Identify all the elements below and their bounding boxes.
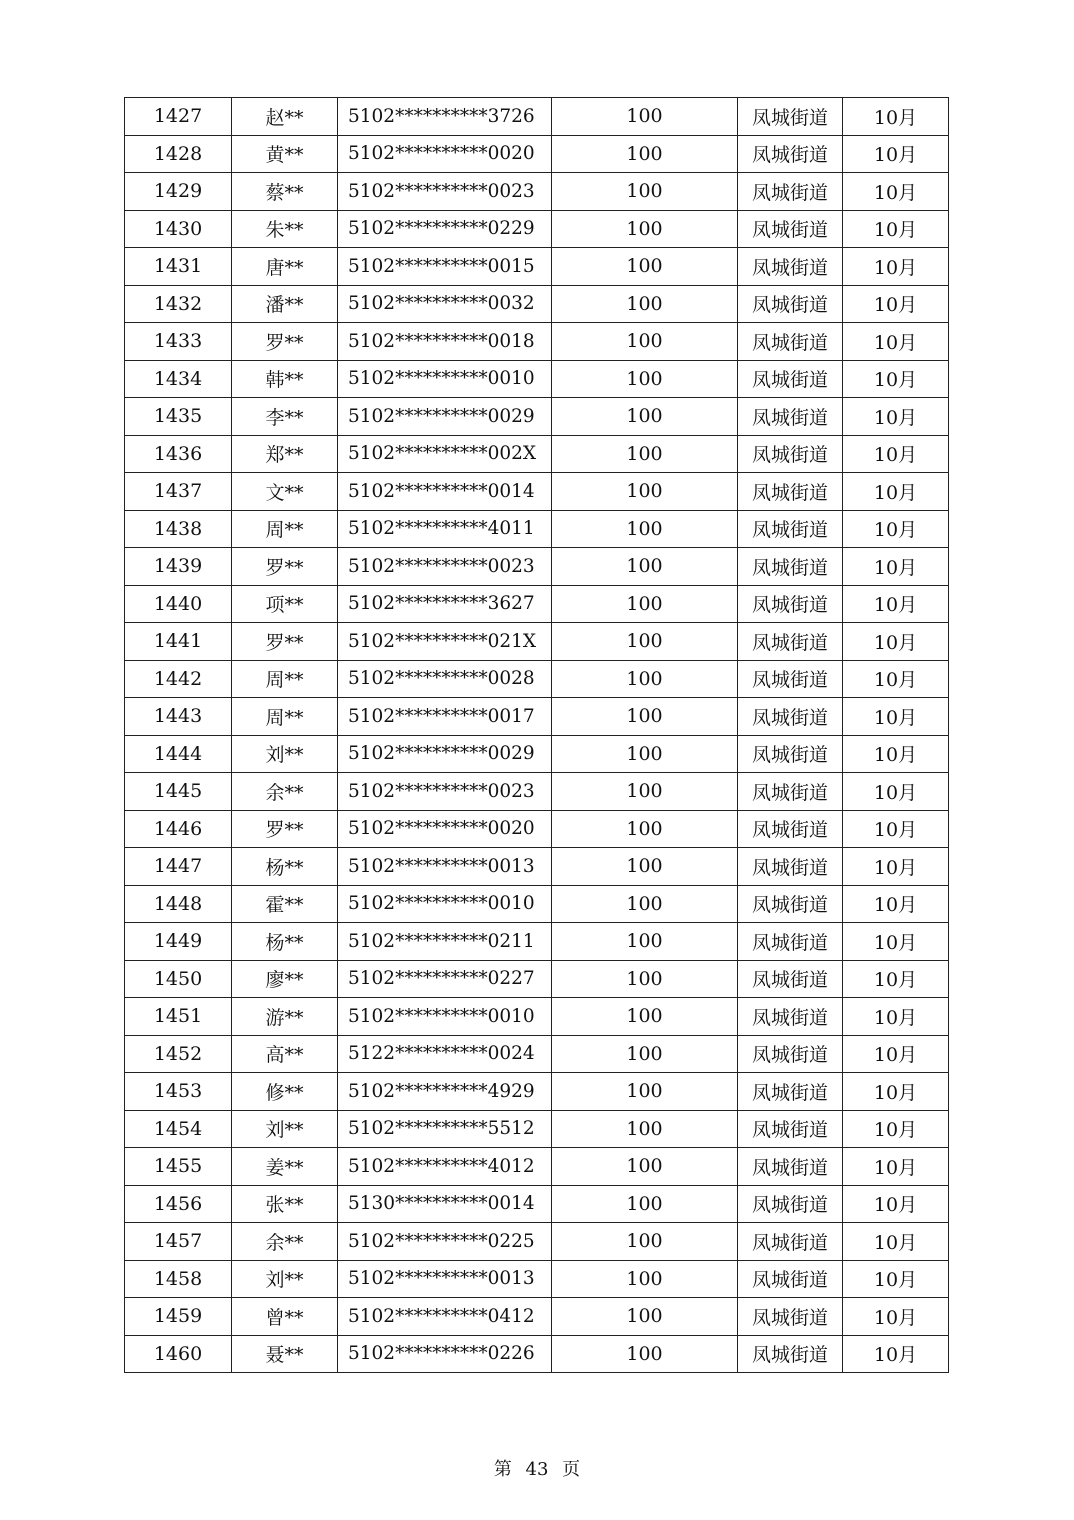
subdistrict-cell: 凤城街道: [738, 210, 843, 248]
table-row: [125, 98, 949, 136]
serial-number-cell: 1450: [125, 960, 232, 998]
amount-cell: 100: [552, 885, 738, 923]
month-cell: 10月: [843, 435, 949, 473]
serial-number-cell: 1427: [125, 98, 232, 136]
month-cell: 10月: [843, 960, 949, 998]
serial-number-cell: 1429: [125, 173, 232, 211]
table-row: [125, 435, 949, 473]
serial-number-cell: 1441: [125, 623, 232, 661]
id-number-cell: 5102**********0010: [338, 998, 552, 1036]
subdistrict-cell: 凤城街道: [738, 1298, 843, 1336]
amount-cell: 100: [552, 548, 738, 586]
name-cell: 项**: [232, 585, 338, 623]
name-cell: 廖**: [232, 960, 338, 998]
table-row: [125, 810, 949, 848]
table-row: [125, 248, 949, 286]
subdistrict-cell: 凤城街道: [738, 1110, 843, 1148]
month-cell: 10月: [843, 660, 949, 698]
id-number-cell: 5102**********0029: [338, 398, 552, 436]
roster-table: [124, 97, 949, 1373]
subdistrict-cell: 凤城街道: [738, 98, 843, 136]
serial-number-cell: 1437: [125, 473, 232, 511]
amount-cell: 100: [552, 398, 738, 436]
subdistrict-cell: 凤城街道: [738, 960, 843, 998]
serial-number-cell: 1449: [125, 923, 232, 961]
serial-number-cell: 1456: [125, 1185, 232, 1223]
id-number-cell: 5102**********0211: [338, 923, 552, 961]
table-row: [125, 323, 949, 361]
table-row: [125, 1260, 949, 1298]
name-cell: 罗**: [232, 623, 338, 661]
month-cell: 10月: [843, 623, 949, 661]
amount-cell: 100: [552, 773, 738, 811]
amount-cell: 100: [552, 98, 738, 136]
amount-cell: 100: [552, 1260, 738, 1298]
serial-number-cell: 1445: [125, 773, 232, 811]
month-cell: 10月: [843, 773, 949, 811]
subdistrict-cell: 凤城街道: [738, 1335, 843, 1373]
month-cell: 10月: [843, 398, 949, 436]
subdistrict-cell: 凤城街道: [738, 998, 843, 1036]
name-cell: 周**: [232, 660, 338, 698]
table-row: [125, 773, 949, 811]
name-cell: 罗**: [232, 323, 338, 361]
id-number-cell: 5102**********0020: [338, 135, 552, 173]
amount-cell: 100: [552, 810, 738, 848]
id-number-cell: 5102**********0018: [338, 323, 552, 361]
name-cell: 周**: [232, 510, 338, 548]
amount-cell: 100: [552, 923, 738, 961]
id-number-cell: 5102**********4012: [338, 1148, 552, 1186]
roster-table-body: [125, 98, 949, 1373]
subdistrict-cell: 凤城街道: [738, 510, 843, 548]
name-cell: 刘**: [232, 1260, 338, 1298]
id-number-cell: 5102**********0014: [338, 473, 552, 511]
amount-cell: 100: [552, 623, 738, 661]
serial-number-cell: 1431: [125, 248, 232, 286]
month-cell: 10月: [843, 698, 949, 736]
subdistrict-cell: 凤城街道: [738, 548, 843, 586]
amount-cell: 100: [552, 248, 738, 286]
table-row: [125, 885, 949, 923]
id-number-cell: 5102**********3726: [338, 98, 552, 136]
subdistrict-cell: 凤城街道: [738, 923, 843, 961]
month-cell: 10月: [843, 923, 949, 961]
serial-number-cell: 1436: [125, 435, 232, 473]
month-cell: 10月: [843, 173, 949, 211]
amount-cell: 100: [552, 473, 738, 511]
table-row: [125, 848, 949, 886]
serial-number-cell: 1459: [125, 1298, 232, 1336]
month-cell: 10月: [843, 360, 949, 398]
table-row: [125, 135, 949, 173]
id-number-cell: 5102**********0010: [338, 360, 552, 398]
table-row: [125, 735, 949, 773]
table-row: [125, 398, 949, 436]
month-cell: 10月: [843, 585, 949, 623]
month-cell: 10月: [843, 1298, 949, 1336]
month-cell: 10月: [843, 848, 949, 886]
amount-cell: 100: [552, 1298, 738, 1336]
amount-cell: 100: [552, 210, 738, 248]
id-number-cell: 5102**********0020: [338, 810, 552, 848]
id-number-cell: 5102**********0017: [338, 698, 552, 736]
month-cell: 10月: [843, 135, 949, 173]
serial-number-cell: 1446: [125, 810, 232, 848]
id-number-cell: 5102**********3627: [338, 585, 552, 623]
id-number-cell: 5102**********0226: [338, 1335, 552, 1373]
name-cell: 文**: [232, 473, 338, 511]
serial-number-cell: 1433: [125, 323, 232, 361]
table-row: [125, 360, 949, 398]
amount-cell: 100: [552, 510, 738, 548]
month-cell: 10月: [843, 248, 949, 286]
table-row: [125, 660, 949, 698]
subdistrict-cell: 凤城街道: [738, 1185, 843, 1223]
id-number-cell: 5102**********0028: [338, 660, 552, 698]
name-cell: 罗**: [232, 548, 338, 586]
id-number-cell: 5102**********0023: [338, 173, 552, 211]
name-cell: 周**: [232, 698, 338, 736]
month-cell: 10月: [843, 1035, 949, 1073]
serial-number-cell: 1439: [125, 548, 232, 586]
month-cell: 10月: [843, 473, 949, 511]
id-number-cell: 5102**********0013: [338, 848, 552, 886]
name-cell: 游**: [232, 998, 338, 1036]
amount-cell: 100: [552, 998, 738, 1036]
table-row: [125, 548, 949, 586]
subdistrict-cell: 凤城街道: [738, 698, 843, 736]
subdistrict-cell: 凤城街道: [738, 1223, 843, 1261]
month-cell: 10月: [843, 210, 949, 248]
serial-number-cell: 1438: [125, 510, 232, 548]
amount-cell: 100: [552, 1110, 738, 1148]
amount-cell: 100: [552, 135, 738, 173]
table-row: [125, 1148, 949, 1186]
subdistrict-cell: 凤城街道: [738, 248, 843, 286]
name-cell: 黄**: [232, 135, 338, 173]
serial-number-cell: 1460: [125, 1335, 232, 1373]
amount-cell: 100: [552, 360, 738, 398]
name-cell: 聂**: [232, 1335, 338, 1373]
month-cell: 10月: [843, 998, 949, 1036]
serial-number-cell: 1442: [125, 660, 232, 698]
name-cell: 修**: [232, 1073, 338, 1111]
id-number-cell: 5102**********0023: [338, 548, 552, 586]
name-cell: 霍**: [232, 885, 338, 923]
amount-cell: 100: [552, 435, 738, 473]
name-cell: 杨**: [232, 923, 338, 961]
table-row: [125, 623, 949, 661]
subdistrict-cell: 凤城街道: [738, 435, 843, 473]
name-cell: 高**: [232, 1035, 338, 1073]
amount-cell: 100: [552, 1035, 738, 1073]
name-cell: 唐**: [232, 248, 338, 286]
month-cell: 10月: [843, 1223, 949, 1261]
month-cell: 10月: [843, 1148, 949, 1186]
serial-number-cell: 1455: [125, 1148, 232, 1186]
serial-number-cell: 1440: [125, 585, 232, 623]
amount-cell: 100: [552, 1185, 738, 1223]
serial-number-cell: 1428: [125, 135, 232, 173]
table-row: [125, 698, 949, 736]
name-cell: 曾**: [232, 1298, 338, 1336]
subdistrict-cell: 凤城街道: [738, 660, 843, 698]
amount-cell: 100: [552, 698, 738, 736]
id-number-cell: 5102**********002X: [338, 435, 552, 473]
table-row: [125, 510, 949, 548]
table-row: [125, 1298, 949, 1336]
subdistrict-cell: 凤城街道: [738, 735, 843, 773]
subdistrict-cell: 凤城街道: [738, 1035, 843, 1073]
table-row: [125, 1185, 949, 1223]
name-cell: 李**: [232, 398, 338, 436]
month-cell: 10月: [843, 510, 949, 548]
amount-cell: 100: [552, 848, 738, 886]
name-cell: 余**: [232, 773, 338, 811]
table-row: [125, 1073, 949, 1111]
subdistrict-cell: 凤城街道: [738, 585, 843, 623]
table-row: [125, 1223, 949, 1261]
subdistrict-cell: 凤城街道: [738, 285, 843, 323]
name-cell: 潘**: [232, 285, 338, 323]
serial-number-cell: 1453: [125, 1073, 232, 1111]
serial-number-cell: 1444: [125, 735, 232, 773]
month-cell: 10月: [843, 1260, 949, 1298]
month-cell: 10月: [843, 323, 949, 361]
subdistrict-cell: 凤城街道: [738, 623, 843, 661]
serial-number-cell: 1448: [125, 885, 232, 923]
month-cell: 10月: [843, 98, 949, 136]
name-cell: 罗**: [232, 810, 338, 848]
amount-cell: 100: [552, 960, 738, 998]
table-row: [125, 210, 949, 248]
amount-cell: 100: [552, 173, 738, 211]
amount-cell: 100: [552, 660, 738, 698]
table-row: [125, 285, 949, 323]
amount-cell: 100: [552, 1335, 738, 1373]
id-number-cell: 5102**********0015: [338, 248, 552, 286]
id-number-cell: 5102**********0229: [338, 210, 552, 248]
subdistrict-cell: 凤城街道: [738, 773, 843, 811]
name-cell: 刘**: [232, 1110, 338, 1148]
serial-number-cell: 1452: [125, 1035, 232, 1073]
table-row: [125, 923, 949, 961]
id-number-cell: 5130**********0014: [338, 1185, 552, 1223]
subdistrict-cell: 凤城街道: [738, 1148, 843, 1186]
id-number-cell: 5122**********0024: [338, 1035, 552, 1073]
serial-number-cell: 1457: [125, 1223, 232, 1261]
subdistrict-cell: 凤城街道: [738, 135, 843, 173]
table-row: [125, 473, 949, 511]
amount-cell: 100: [552, 1148, 738, 1186]
subdistrict-cell: 凤城街道: [738, 360, 843, 398]
subdistrict-cell: 凤城街道: [738, 473, 843, 511]
name-cell: 赵**: [232, 98, 338, 136]
name-cell: 郑**: [232, 435, 338, 473]
table-row: [125, 173, 949, 211]
serial-number-cell: 1458: [125, 1260, 232, 1298]
name-cell: 杨**: [232, 848, 338, 886]
amount-cell: 100: [552, 285, 738, 323]
amount-cell: 100: [552, 1073, 738, 1111]
id-number-cell: 5102**********0013: [338, 1260, 552, 1298]
subdistrict-cell: 凤城街道: [738, 885, 843, 923]
amount-cell: 100: [552, 1223, 738, 1261]
month-cell: 10月: [843, 1110, 949, 1148]
id-number-cell: 5102**********0227: [338, 960, 552, 998]
amount-cell: 100: [552, 323, 738, 361]
subdistrict-cell: 凤城街道: [738, 323, 843, 361]
id-number-cell: 5102**********0412: [338, 1298, 552, 1336]
serial-number-cell: 1451: [125, 998, 232, 1036]
id-number-cell: 5102**********0032: [338, 285, 552, 323]
serial-number-cell: 1435: [125, 398, 232, 436]
table-row: [125, 998, 949, 1036]
id-number-cell: 5102**********5512: [338, 1110, 552, 1148]
subdistrict-cell: 凤城街道: [738, 1073, 843, 1111]
subdistrict-cell: 凤城街道: [738, 1260, 843, 1298]
name-cell: 蔡**: [232, 173, 338, 211]
name-cell: 韩**: [232, 360, 338, 398]
id-number-cell: 5102**********021X: [338, 623, 552, 661]
serial-number-cell: 1430: [125, 210, 232, 248]
id-number-cell: 5102**********0023: [338, 773, 552, 811]
serial-number-cell: 1454: [125, 1110, 232, 1148]
month-cell: 10月: [843, 1073, 949, 1111]
id-number-cell: 5102**********4929: [338, 1073, 552, 1111]
name-cell: 刘**: [232, 735, 338, 773]
table-row: [125, 1110, 949, 1148]
name-cell: 朱**: [232, 210, 338, 248]
table-row: [125, 1335, 949, 1373]
subdistrict-cell: 凤城街道: [738, 848, 843, 886]
amount-cell: 100: [552, 585, 738, 623]
id-number-cell: 5102**********0029: [338, 735, 552, 773]
serial-number-cell: 1443: [125, 698, 232, 736]
name-cell: 姜**: [232, 1148, 338, 1186]
serial-number-cell: 1434: [125, 360, 232, 398]
table-row: [125, 960, 949, 998]
name-cell: 张**: [232, 1185, 338, 1223]
name-cell: 余**: [232, 1223, 338, 1261]
month-cell: 10月: [843, 885, 949, 923]
month-cell: 10月: [843, 810, 949, 848]
page-number: 第 43 页: [493, 1459, 581, 1480]
subdistrict-cell: 凤城街道: [738, 810, 843, 848]
table-row: [125, 585, 949, 623]
month-cell: 10月: [843, 735, 949, 773]
serial-number-cell: 1447: [125, 848, 232, 886]
subdistrict-cell: 凤城街道: [738, 173, 843, 211]
subdistrict-cell: 凤城街道: [738, 398, 843, 436]
month-cell: 10月: [843, 1335, 949, 1373]
amount-cell: 100: [552, 735, 738, 773]
id-number-cell: 5102**********0225: [338, 1223, 552, 1261]
id-number-cell: 5102**********0010: [338, 885, 552, 923]
month-cell: 10月: [843, 548, 949, 586]
table-row: [125, 1035, 949, 1073]
id-number-cell: 5102**********4011: [338, 510, 552, 548]
month-cell: 10月: [843, 285, 949, 323]
serial-number-cell: 1432: [125, 285, 232, 323]
month-cell: 10月: [843, 1185, 949, 1223]
